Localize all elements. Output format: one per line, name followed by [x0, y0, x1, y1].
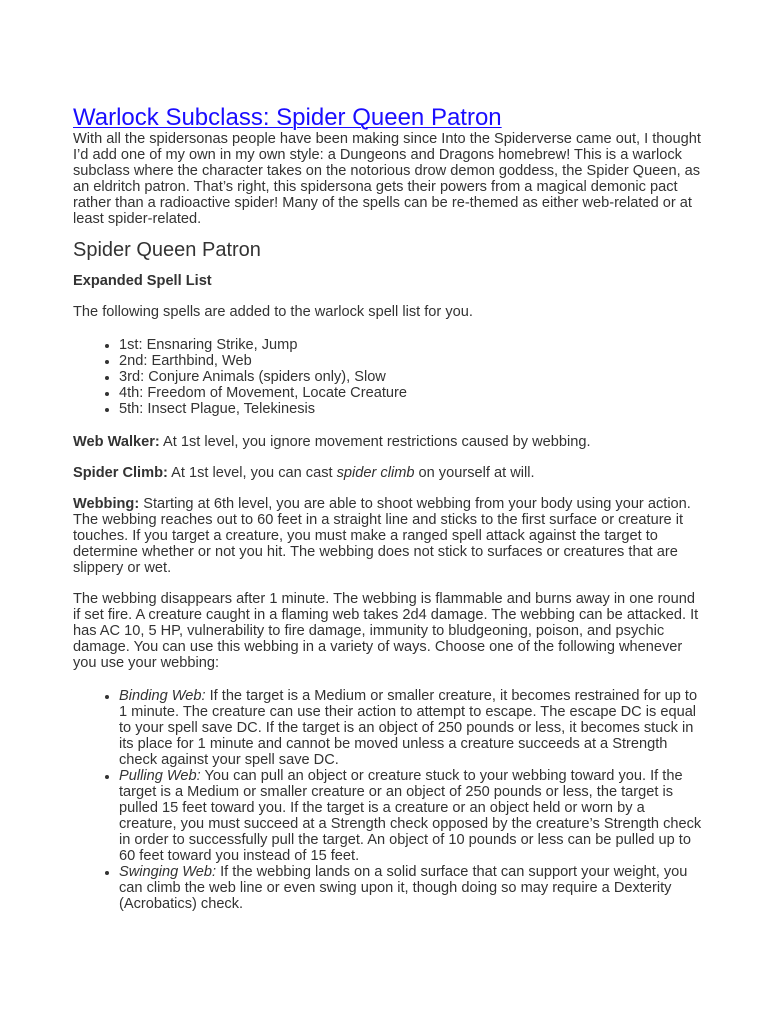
expanded-spell-list-description: The following spells are added to the warlock spell list for you. — [73, 304, 473, 320]
web-walker-label: Web Walker: — [73, 434, 160, 450]
spider-climb-italic: spider climb — [336, 465, 415, 481]
spider-climb-label: Spider Climb: — [73, 465, 168, 481]
section-heading: Spider Queen Patron — [73, 239, 261, 261]
option-name: Swinging Web: — [119, 864, 217, 880]
webbing-paragraph-2: The webbing disappears after 1 minute. The webbing is flammable and burns away in one round if set fire. A creature caught in a flaming web takes 2d4 damage. The webbing can be attacked. It has AC 10, 5 HP, vulnerability to fire damage, immunity to bludgeoning, poison, and psychic damage. You can use this webbing in a variety of ways. Choose one of the following whenever you use your webbing: — [73, 591, 699, 671]
web-walker-text: At 1st level, you ignore movement restrictions caused by webbing. — [159, 434, 591, 450]
webbing-options-list — [73, 688, 703, 912]
list-item — [119, 768, 703, 864]
option-text: If the target is a Medium or smaller creature, it becomes restrained for up to 1 minute. The creature can use their action to attempt to escape. The escape DC is equal to your spell save DC. If the target is an object of 250 pounds or less, it becomes stuck in its place for 1 minute and cannot be moved unless a creature succeeds at a Strength check against your spell save DC. — [119, 688, 698, 768]
web-walker-paragraph — [73, 434, 703, 450]
webbing-paragraph — [73, 496, 703, 576]
option-name: Binding Web: — [119, 688, 206, 704]
spider-climb-text-after: on yourself at will. — [414, 465, 535, 481]
list-item: • 3rd: Conjure Animals (spiders only), Slow — [119, 369, 703, 385]
webbing-label: Webbing: — [73, 496, 140, 512]
intro-paragraph: With all the spidersonas people have been making since Into the Spiderverse came out, I thought I’d add one of my own in my own style: a Dungeons and Dragons homebrew! This is a warlock subclass where the character takes on the notorious drow demon goddess, the Spider Queen, as an eldritch patron. That’s right, this spidersona gets their powers from a magical demonic pact rather than a radioactive spider! Many of the spells can be re-themed as either web-related or at least spider-related. — [73, 131, 701, 227]
option-text: If the webbing lands on a solid surface that can support your weight, you can climb the web line or even swing upon it, though doing so may require a Dexterity (Acrobatics) check. — [119, 864, 688, 912]
expanded-spell-list-heading: Expanded Spell List — [73, 273, 212, 289]
list-item — [119, 864, 703, 912]
list-item: • 4th: Freedom of Movement, Locate Creature — [119, 385, 703, 401]
page-title-link[interactable]: Warlock Subclass: Spider Queen Patron — [73, 104, 502, 131]
option-name: Pulling Web: — [119, 768, 201, 784]
list-item: • 1st: Ensnaring Strike, Jump — [119, 337, 703, 353]
list-item — [119, 688, 703, 768]
spider-climb-text-before: At 1st level, you can cast — [167, 465, 337, 481]
list-item: • 5th: Insect Plague, Telekinesis — [119, 401, 703, 417]
option-text: You can pull an object or creature stuck to your webbing toward you. If the target is a Medium or smaller creature or an object of 250 pounds or less, the target is pulled 15 feet toward you. If the target is a creature or an object held or worn by a creature, you must succeed at a Strength check opposed by the creature’s Strength check in order to successfully pull the target. An object of 10 pounds or less can be pulled up to 60 feet toward you instead of 15 feet. — [119, 768, 702, 864]
document-page — [73, 104, 703, 912]
spell-list — [73, 337, 703, 417]
list-item: • 2nd: Earthbind, Web — [119, 353, 703, 369]
webbing-text: Starting at 6th level, you are able to shoot webbing from your body using your action. The webbing reaches out to 60 feet in a straight line and sticks to the first surface or creature it touches. If you target a creature, you must make a ranged spell attack against the target to determine whether or not you hit. The webbing does not stick to surfaces or creatures that are slippery or wet. — [73, 496, 691, 576]
spider-climb-paragraph — [73, 465, 703, 481]
